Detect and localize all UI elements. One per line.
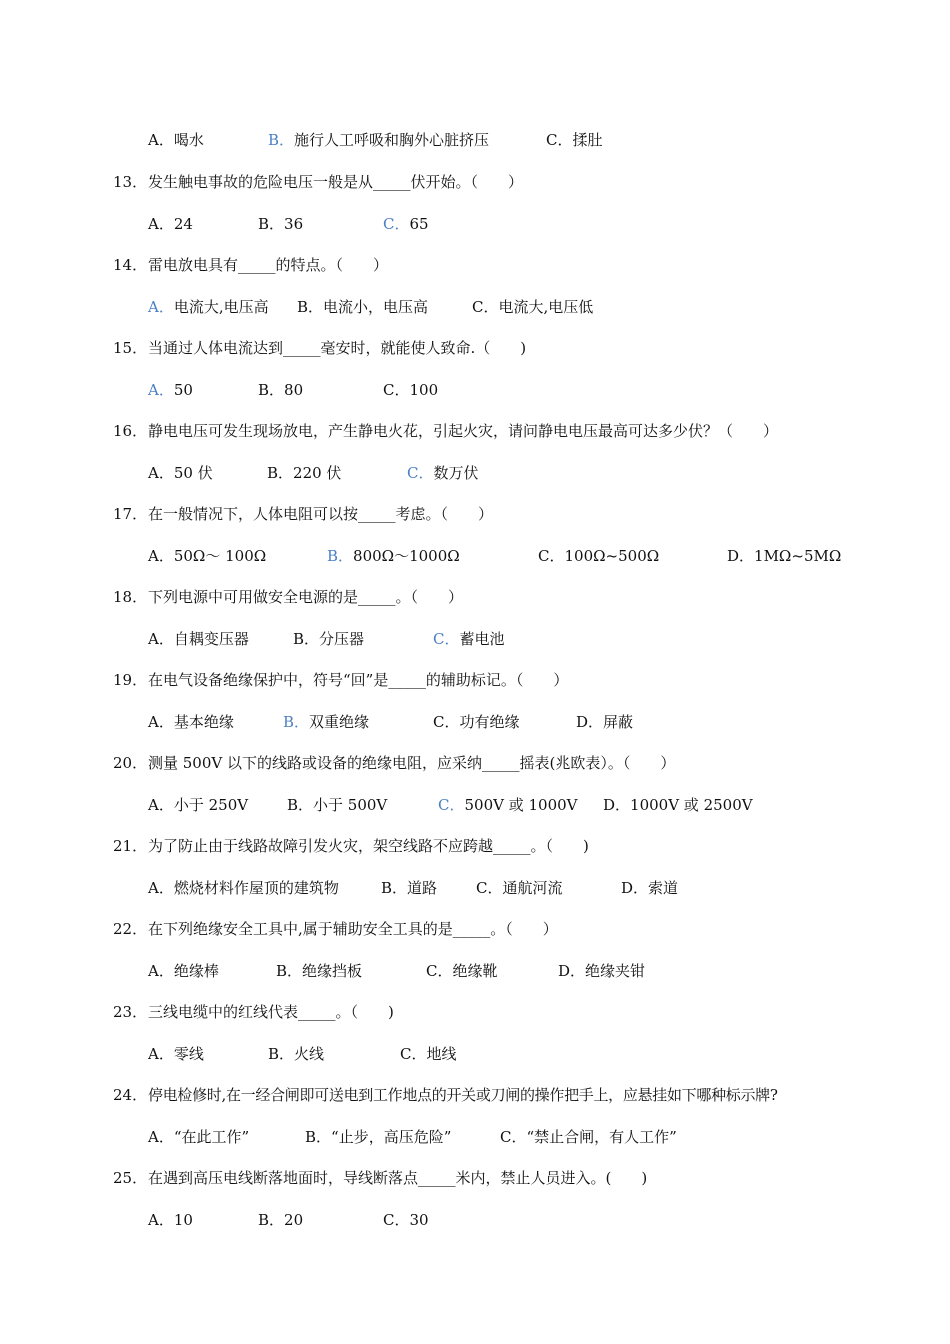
option-23-b: B．火线 (268, 1045, 325, 1063)
question-text: 雷电放电具有_____的特点。（ ） (148, 256, 389, 274)
option-25-c: C．30 (383, 1211, 429, 1229)
option-17-d: D．1MΩ~5MΩ (727, 547, 842, 565)
question-number: 15． (113, 339, 148, 357)
option-14-a: A．电流大,电压高 (148, 298, 269, 316)
option-22-c: C．绝缘靴 (426, 962, 498, 980)
option-12-b: B．施行人工呼吸和胸外心脏挤压 (268, 131, 490, 149)
option-17-c: C．100Ω~500Ω (538, 547, 660, 565)
option-18-a: A．自耦变压器 (148, 630, 249, 648)
question-text: 停电检修时,在一经合闸即可送电到工作地点的开关或刀闸的操作把手上，应悬挂如下哪种标示牌? (148, 1086, 778, 1104)
option-25-a: A．10 (148, 1211, 193, 1229)
question-number: 18． (113, 588, 148, 606)
question-number: 16． (113, 422, 148, 440)
question-text: 在电气设备绝缘保护中，符号“回”是_____的辅助标记。（ ） (148, 671, 569, 689)
option-20-a: A．小于 250V (148, 796, 249, 814)
question-text: 当通过人体电流达到_____毫安时，就能使人致命.（ ) (148, 339, 527, 357)
option-13-c: C．65 (383, 215, 429, 233)
question-number: 25． (113, 1169, 148, 1187)
option-18-b: B．分压器 (293, 630, 365, 648)
question-text: 发生触电事故的危险电压一般是从_____伏开始。（ ） (148, 173, 524, 191)
option-21-b: B．道路 (381, 879, 438, 897)
question-text: 静电电压可发生现场放电，产生静电火花，引起火灾，请问静电电压最高可达多少伏？（ ） (148, 422, 779, 440)
option-13-b: B．36 (258, 215, 304, 233)
option-13-a: A．24 (148, 215, 193, 233)
option-22-a: A．绝缘棒 (148, 962, 219, 980)
question-text: 在遇到高压电线断落地面时，导线断落点_____米内，禁止人员进入。( ) (148, 1169, 648, 1187)
option-23-a: A．零线 (148, 1045, 204, 1063)
option-20-d: D．1000V 或 2500V (603, 796, 753, 814)
question-text: 为了防止由于线路故障引发火灾，架空线路不应跨越_____。（ ) (148, 837, 589, 855)
option-21-d: D．索道 (621, 879, 679, 897)
question-text: 在下列绝缘安全工具中,属于辅助安全工具的是_____。（ ） (148, 920, 558, 938)
question-number: 21． (113, 837, 148, 855)
question-number: 20． (113, 754, 148, 772)
question-text: 在一般情况下，人体电阻可以按_____考虑。（ ） (148, 505, 494, 523)
option-20-c: C．500V 或 1000V (438, 796, 578, 814)
option-18-c: C．蓄电池 (433, 630, 505, 648)
option-21-a: A．燃烧材料作屋顶的建筑物 (148, 879, 339, 897)
option-19-d: D．屏蔽 (576, 713, 634, 731)
option-16-a: A．50 伏 (148, 464, 213, 482)
option-24-c: C．“禁止合闸，有人工作” (500, 1128, 677, 1146)
question-number: 13． (113, 173, 148, 191)
option-22-b: B．绝缘挡板 (276, 962, 363, 980)
option-12-c: C．揉肚 (546, 131, 603, 149)
option-14-b: B．电流小，电压高 (297, 298, 429, 316)
option-24-b: B．“止步，高压危险” (305, 1128, 452, 1146)
option-17-a: A．50Ω～ 100Ω (148, 547, 267, 565)
option-19-a: A．基本绝缘 (148, 713, 234, 731)
option-19-c: C．功有绝缘 (433, 713, 520, 731)
option-17-b: B．800Ω～1000Ω (327, 547, 460, 565)
question-number: 22． (113, 920, 148, 938)
question-text: 下列电源中可用做安全电源的是_____。（ ） (148, 588, 464, 606)
option-22-d: D．绝缘夹钳 (558, 962, 646, 980)
question-number: 23． (113, 1003, 148, 1021)
option-25-b: B．20 (258, 1211, 304, 1229)
option-16-c: C．数万伏 (407, 464, 479, 482)
question-number: 17． (113, 505, 148, 523)
option-15-c: C．100 (383, 381, 439, 399)
option-12-a: A．喝水 (148, 131, 204, 149)
question-text: 测量 500V 以下的线路或设备的绝缘电阻，应采纳_____摇表(兆欧表）。（ ） (148, 754, 676, 772)
question-text: 三线电缆中的红线代表_____。（ ) (148, 1003, 394, 1021)
option-21-c: C．通航河流 (476, 879, 563, 897)
question-number: 24． (113, 1086, 148, 1104)
option-16-b: B．220 伏 (267, 464, 342, 482)
option-14-c: C．电流大,电压低 (472, 298, 594, 316)
option-15-a: A．50 (148, 381, 193, 399)
option-15-b: B．80 (258, 381, 304, 399)
option-20-b: B．小于 500V (287, 796, 388, 814)
question-number: 14． (113, 256, 148, 274)
option-23-c: C．地线 (400, 1045, 457, 1063)
option-19-b: B．双重绝缘 (283, 713, 370, 731)
question-number: 19． (113, 671, 148, 689)
option-24-a: A．“在此工作” (148, 1128, 250, 1146)
